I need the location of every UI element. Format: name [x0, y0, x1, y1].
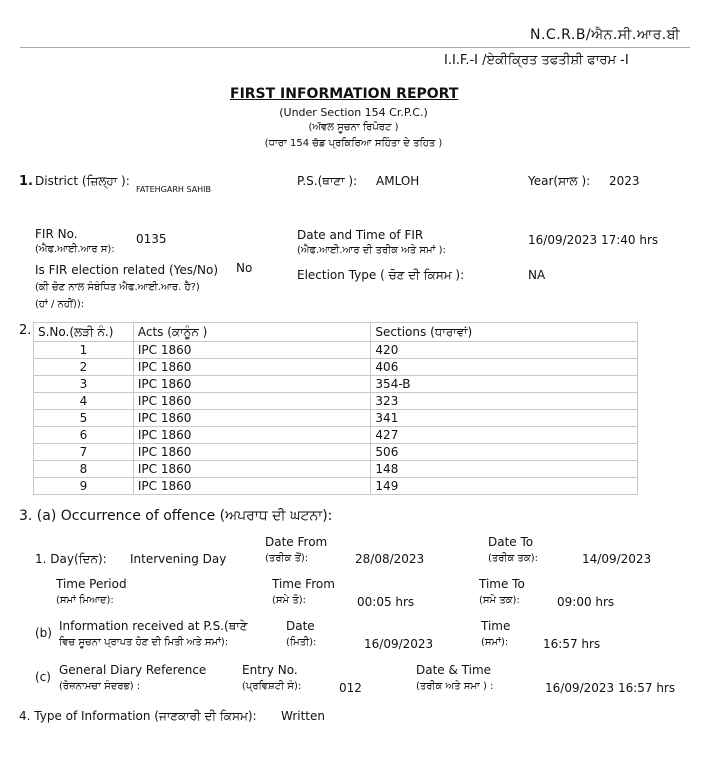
date-from-label: Date From — [265, 535, 328, 549]
time-period-label: Time Period — [56, 577, 127, 591]
time-to-value: 09:00 hrs — [557, 595, 615, 609]
info-time-label: Time — [481, 619, 511, 633]
cell-act: IPC 1860 — [133, 376, 371, 393]
district-value: FATEHGARH SAHIB — [136, 185, 212, 194]
date-from-label-pa: (ਤਰੀਕ ਤੋਂ): — [265, 553, 309, 564]
election-value: No — [236, 261, 253, 275]
fir-label-pa: (ਐਫ.ਆਈ.ਆਰ ਸ): — [35, 244, 115, 255]
cell-sno: 3 — [34, 376, 134, 393]
table-row — [34, 376, 638, 393]
table-row — [34, 444, 638, 461]
date-to-label: Date To — [488, 535, 534, 549]
cell-section: 420 — [371, 342, 638, 359]
info-date-value: 16/09/2023 — [364, 637, 434, 651]
section-3-heading: 3. (a) Occurrence of offence (ਅਪਰਾਧ ਦੀ ਘਟਨਾ): — [19, 508, 333, 524]
cell-section: 149 — [371, 478, 638, 495]
fir-datetime-label-pa: (ਐਫ.ਆਈ.ਆਰ ਦੀ ਤਰੀਕ ਅਤੇ ਸਮਾਂ ): — [297, 245, 446, 256]
ncrb-label: N.C.R.B/ਐਨ.ਸੀ.ਆਰ.ਬੀ — [530, 27, 681, 43]
district-label: District (ਜ਼ਿਲ੍ਹਾ ): — [35, 174, 130, 188]
day-value: Intervening Day — [130, 552, 227, 566]
time-from-value: 00:05 hrs — [357, 595, 415, 609]
date-to-value: 14/09/2023 — [582, 552, 652, 566]
table-row — [34, 359, 638, 376]
election-type-value: NA — [528, 268, 546, 282]
fir-datetime-label: Date and Time of FIR — [297, 228, 424, 242]
time-to-label-pa: (ਸਮੇ ਤਕ): — [479, 595, 520, 606]
cell-act: IPC 1860 — [133, 427, 371, 444]
cell-act: IPC 1860 — [133, 478, 371, 495]
election-type-label: Election Type ( ਚੋਣ ਦੀ ਕਿਸਮ ): — [297, 268, 465, 282]
cell-act: IPC 1860 — [133, 393, 371, 410]
info-time-label-pa: (ਸਮਾਂ): — [481, 637, 509, 648]
date-to-label-pa: (ਤਰੀਕ ਤਕ): — [488, 553, 539, 564]
cell-act: IPC 1860 — [133, 461, 371, 478]
cell-sno: 1 — [34, 342, 134, 359]
time-period-label-pa: (ਸਮਾਂ ਮਿਆਦ): — [56, 595, 114, 606]
column-header-sno: S.No.(ਲੜੀ ਨੰ.) — [34, 323, 134, 342]
fir-value: 0135 — [136, 232, 167, 246]
column-header-acts: Acts (ਕਾਨੂੰਨ ) — [133, 323, 371, 342]
year-value: 2023 — [609, 174, 640, 188]
gd-reference-label: General Diary Reference — [59, 663, 207, 677]
cell-act: IPC 1860 — [133, 342, 371, 359]
cell-sno: 8 — [34, 461, 134, 478]
time-from-label: Time From — [272, 577, 335, 591]
ps-value: AMLOH — [376, 174, 420, 188]
cell-act: IPC 1860 — [133, 359, 371, 376]
info-time-value: 16:57 hrs — [543, 637, 601, 651]
cell-sno: 4 — [34, 393, 134, 410]
cell-sno: 2 — [34, 359, 134, 376]
section-3c-marker: (c) — [35, 670, 51, 684]
cell-act: IPC 1860 — [133, 444, 371, 461]
column-header-sections: Sections (ਧਾਰਾਵਾਂ) — [371, 323, 638, 342]
election-label: Is FIR election related (Yes/No) — [35, 263, 219, 277]
cell-sno: 7 — [34, 444, 134, 461]
entry-no-label: Entry No. — [242, 663, 298, 677]
year-label: Year(ਸਾਲ ): — [528, 174, 591, 188]
title-subtitle-1: (Under Section 154 Cr.P.C.) — [279, 106, 428, 119]
time-to-label: Time To — [479, 577, 525, 591]
cell-section: 148 — [371, 461, 638, 478]
table-row — [34, 393, 638, 410]
info-type-label: 4. Type of Information (ਜਾਣਕਾਰੀ ਦੀ ਕਿਸਮ): — [19, 709, 257, 723]
day-label: 1. Day(ਦਿਨ): — [35, 552, 107, 566]
gd-datetime-label: Date & Time — [416, 663, 492, 677]
gd-datetime-value: 16/09/2023 16:57 hrs — [545, 681, 676, 695]
cell-section: 427 — [371, 427, 638, 444]
entry-no-label-pa: (ਪ੍ਰਵਿਸ਼ਟੀ ਸੰ): — [242, 681, 302, 692]
cell-section: 323 — [371, 393, 638, 410]
info-received-label: Information received at P.S.(ਥਾਣੇ — [59, 619, 248, 633]
section-3b-marker: (b) — [35, 626, 52, 640]
election-label-pa-2: (ਹਾਂ / ਨਹੀਂ)): — [35, 299, 85, 310]
section-2-number: 2. — [19, 323, 32, 338]
fir-datetime-value: 16/09/2023 17:40 hrs — [528, 233, 659, 247]
entry-no-value: 012 — [339, 681, 362, 695]
table-row — [34, 342, 638, 359]
cell-act: IPC 1860 — [133, 410, 371, 427]
election-label-pa: (ਕੀ ਚੋਣ ਨਾਲ ਸੰਬੰਧਿਤ ਐਫ.ਆਈ.ਆਰ. ਹੈ?) — [35, 282, 200, 293]
info-date-label-pa: (ਮਿਤੀ): — [286, 637, 317, 648]
header-divider — [20, 47, 690, 48]
cell-section: 406 — [371, 359, 638, 376]
info-received-label-pa: ਵਿਚ ਸੂਚਨਾ ਪ੍ਰਾਪਤ ਹੋਣ ਦੀ ਮਿਤੀ ਅਤੇ ਸਮਾਂ): — [59, 637, 229, 648]
title-subtitle-3: (ਧਾਰਾ 154 ਚੱਡ ਪ੍ਰਕਿਰਿਆ ਸਹਿੰਤਾ ਦੇ ਤਹਿਤ ) — [264, 138, 443, 149]
cell-sno: 5 — [34, 410, 134, 427]
form-label: I.I.F.-I /ਏਕੀਕ੍ਰਿਤ ਤਫਤੀਸ਼ੀ ਫਾਰਮ -I — [444, 53, 629, 68]
cell-sno: 9 — [34, 478, 134, 495]
table-row — [34, 478, 638, 495]
table-row — [34, 461, 638, 478]
gd-reference-label-pa: (ਰੋਜ਼ਨਾਮਚਾ ਸੰਦਰਭ) : — [59, 681, 141, 692]
time-from-label-pa: (ਸਮੇ ਤੋ): — [272, 595, 306, 606]
cell-section: 354-B — [371, 376, 638, 393]
info-type-value: Written — [281, 709, 325, 723]
table-header-row — [34, 323, 638, 342]
section-1-number: 1. — [19, 174, 33, 189]
ps-label: P.S.(ਥਾਣਾ ): — [297, 174, 358, 188]
table-row — [34, 410, 638, 427]
report-title: FIRST INFORMATION REPORT — [230, 86, 459, 102]
cell-sno: 6 — [34, 427, 134, 444]
table-row — [34, 427, 638, 444]
gd-datetime-label-pa: (ਤਰੀਕ ਅਤੇ ਸਮਾ ) : — [416, 681, 494, 692]
info-date-label: Date — [286, 619, 315, 633]
date-from-value: 28/08/2023 — [355, 552, 425, 566]
cell-section: 341 — [371, 410, 638, 427]
fir-label: FIR No. — [35, 227, 78, 241]
cell-section: 506 — [371, 444, 638, 461]
title-subtitle-2: (ਅੱਵਲ ਸੂਚਨਾ ਰਿਪੋਰਟ ) — [308, 122, 399, 133]
acts-sections-table — [33, 322, 638, 495]
